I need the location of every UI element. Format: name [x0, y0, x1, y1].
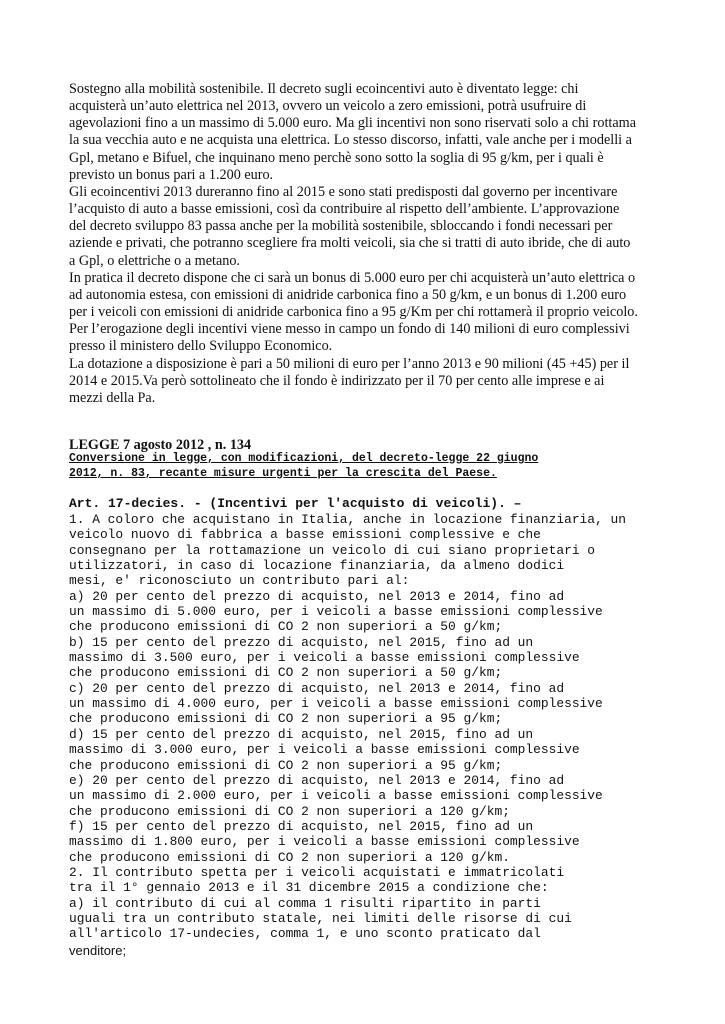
intro-line: aziende e privati, che potranno scegliere fra molti veicoli, sia che si tratti di auto ibride, che di auto	[69, 235, 631, 252]
article-line: utilizzatori, in caso di locazione finanziaria, da almeno dodici	[69, 558, 565, 574]
intro-line: Per l’erogazione degli incentivi viene messo in campo un fondo di 140 milioni di euro complessivi	[69, 321, 630, 338]
article-line: massimo di 3.000 euro, per i veicoli a basse emissioni complessive	[69, 742, 580, 758]
article-line: che producono emissioni di CO 2 non superiori a 95 g/km;	[69, 711, 503, 727]
intro-article-text	[69, 81, 689, 407]
article-line: un massimo di 2.000 euro, per i veicoli a basse emissioni complessive	[69, 788, 603, 804]
intro-line: presso il ministero dello Sviluppo Economico.	[69, 338, 333, 355]
law-subtitle	[69, 452, 538, 481]
article-line: e) 20 per cento del prezzo di acquisto, nel 2013 e 2014, fino ad	[69, 772, 565, 788]
article-line: d) 15 per cento del prezzo di acquisto, nel 2015, fino ad un	[69, 726, 534, 742]
intro-line: ad autonomia estesa, con emissioni di anidride carbonica fino a 50 g/km, e un bonus di 1.200 euro	[69, 286, 627, 303]
article-line: massimo di 3.500 euro, per i veicoli a basse emissioni complessive	[69, 650, 580, 666]
article-line: 1. A coloro che acquistano in Italia, anche in locazione finanziaria, un	[69, 512, 626, 527]
article-line: a) 20 per cento del prezzo di acquisto, nel 2013 e 2014, fino ad	[69, 588, 565, 604]
article-line: mesi, e' riconosciuto un contributo pari al:	[69, 573, 410, 589]
article-line: 2. Il contributo spetta per i veicoli acquistati e immatricolati	[69, 864, 565, 880]
article-line: c) 20 per cento del prezzo di acquisto, nel 2013 e 2014, fino ad	[69, 680, 565, 696]
article-line: massimo di 1.800 euro, per i veicoli a basse emissioni complessive	[69, 834, 580, 850]
law-subtitle-line: Conversione in legge, con modificazioni, del decreto-legge 22 giugno	[69, 452, 539, 465]
intro-line: mezzi della Pa.	[69, 389, 156, 406]
intro-line: previsto un bonus pari a 1.200 euro.	[69, 166, 274, 183]
intro-line: In pratica il decreto dispone che ci sarà un bonus di 5.000 euro per chi acquisterà un’auto elettrica o	[69, 269, 636, 286]
intro-line: l’acquisto di auto a basse emissioni, così da contribuire al rispetto dell’ambiente. L’approvazione	[69, 201, 620, 218]
intro-line: Gli ecoincentivi 2013 dureranno fino al 2015 e sono stati predisposti dal governo per incentivare	[69, 183, 618, 200]
intro-line: del decreto sviluppo 83 passa anche per la mobilità sostenibile, sbloccando i fondi necessari per	[69, 218, 613, 235]
article-line: che producono emissioni di CO 2 non superiori a 120 g/km.	[69, 849, 510, 865]
article-line: consegnano per la rottamazione un veicolo di cui siano proprietari o	[69, 542, 596, 558]
law-title: LEGGE 7 agosto 2012 , n. 134	[69, 437, 252, 453]
law-subtitle-line: 2012, n. 83, recante misure urgenti per la crescita del Paese.	[69, 466, 497, 480]
article-line: che producono emissioni di CO 2 non superiori a 120 g/km;	[69, 803, 510, 819]
intro-line: la sua vecchia auto e ne acquista una elettrica. Lo stesso discorso, infatti, vale anche per i modelli a	[69, 132, 632, 149]
article-line: b) 15 per cento del prezzo di acquisto, nel 2015, fino ad un	[69, 634, 534, 650]
article-line: un massimo di 5.000 euro, per i veicoli a basse emissioni complessive	[69, 604, 603, 620]
article-line: tra il 1° gennaio 2013 e il 31 dicembre 2015 a condizione che:	[69, 880, 549, 896]
article-body	[69, 512, 626, 942]
intro-line: per i veicoli con emissioni di anidride carbonica fino a 95 g/Km per chi rottamerà il proprio veicolo.	[69, 304, 638, 321]
article-line: un massimo di 4.000 euro, per i veicoli a basse emissioni complessive	[69, 696, 603, 712]
article-last-line: venditore;	[69, 943, 127, 958]
intro-line: Sostegno alla mobilità sostenibile. Il decreto sugli ecoincentivi auto è diventato legge: chi	[69, 81, 579, 97]
article-line: uguali tra un contributo statale, nei limiti delle risorse di cui	[69, 910, 572, 926]
article-heading: Art. 17-decies. - (Incentivi per l'acquisto di veicoli). –	[69, 496, 522, 511]
article-line: che producono emissioni di CO 2 non superiori a 50 g/km;	[69, 619, 503, 635]
intro-line: Gpl, metano e Bifuel, che inquinano meno perchè sono sotto la soglia di 95 g/km, per i quali è	[69, 149, 604, 166]
intro-line: acquisterà un’auto elettrica nel 2013, ovvero un veicolo a zero emissioni, potrà usufruire di	[69, 98, 587, 115]
article-line: che producono emissioni di CO 2 non superiori a 50 g/km;	[69, 665, 503, 681]
intro-line: a Gpl, o elettriche o a metano.	[69, 252, 240, 269]
article-line: a) il contributo di cui al comma 1 risulti ripartito in parti	[69, 895, 541, 911]
article-line: veicolo nuovo di fabbrica a basse emissioni complessive e che	[69, 527, 541, 543]
article-line: che producono emissioni di CO 2 non superiori a 95 g/km;	[69, 757, 503, 773]
intro-line: La dotazione a disposizione è pari a 50 milioni di euro per l’anno 2013 e 90 milioni (45 +45) per il	[69, 355, 630, 372]
intro-line: agevolazioni fino a un massimo di 5.000 euro. Ma gli incentivi non sono riservati solo a chi rottama	[69, 115, 636, 132]
article-line: all'articolo 17-undecies, comma 1, e uno sconto praticato dal	[69, 926, 541, 942]
article-line: f) 15 per cento del prezzo di acquisto, nel 2015, fino ad un	[69, 818, 534, 834]
intro-line: 2014 e 2015.Va però sottolineato che il fondo è indirizzato per il 70 per cento alle imprese e ai	[69, 372, 605, 389]
